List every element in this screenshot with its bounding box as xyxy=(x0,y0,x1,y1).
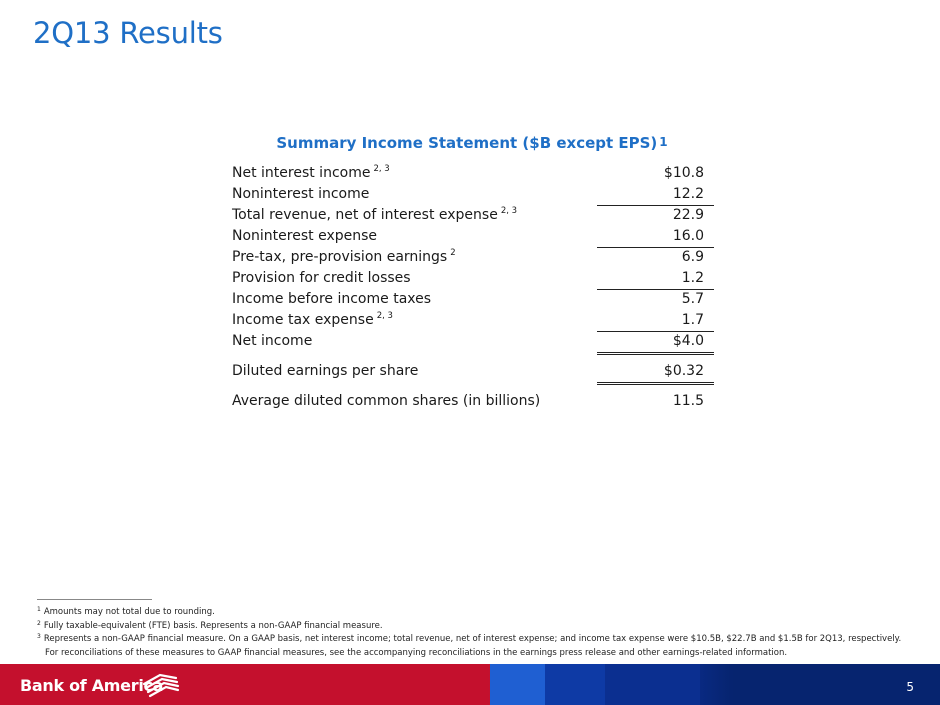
footnotes xyxy=(37,606,917,659)
page-title: 2Q13 Results xyxy=(33,16,223,50)
table-row xyxy=(232,184,714,205)
table-row xyxy=(232,247,714,268)
row-label: Average diluted common shares (in billions) xyxy=(232,393,541,409)
table-row xyxy=(232,205,714,226)
row-value: $4.0 xyxy=(597,331,714,355)
table-title-footnote-ref: 1 xyxy=(659,135,668,149)
row-value: 11.5 xyxy=(672,393,704,409)
bank-logo-text: Bank of America xyxy=(20,676,164,695)
row-value: 1.7 xyxy=(597,310,714,332)
row-label: Income before income taxes xyxy=(232,291,432,307)
flag-logo-icon xyxy=(140,672,180,698)
row-value: 22.9 xyxy=(672,207,704,223)
footnote-divider xyxy=(37,599,152,600)
table-row xyxy=(232,361,714,382)
row-value: 1.2 xyxy=(597,268,714,290)
row-label: Diluted earnings per share xyxy=(232,363,419,379)
row-value: 12.2 xyxy=(597,184,714,206)
table-title-text: Summary Income Statement ($B except EPS) xyxy=(276,134,658,152)
table-row xyxy=(232,163,714,184)
table-row xyxy=(232,289,714,310)
row-label: Provision for credit losses xyxy=(232,270,411,286)
table-row xyxy=(232,268,714,289)
row-value: 6.9 xyxy=(681,249,704,265)
row-value: $10.8 xyxy=(663,165,704,181)
table-row xyxy=(232,391,714,412)
income-statement-table xyxy=(232,163,714,412)
row-label: Net income xyxy=(232,333,313,349)
row-label: Income tax expense $^{2, 3}$ xyxy=(232,311,393,328)
footnote-ref: 2, 3 xyxy=(376,311,393,321)
row-value: 5.7 xyxy=(681,291,704,307)
table-row xyxy=(232,226,714,247)
footnote: $^3$ Represents a non-GAAP financial measure. On a GAAP basis, net interest income; total revenue, net of interest expense; and income tax expense were $10.5B, $22.7B and $1.5B for 2Q13, respectively. xyxy=(37,633,902,644)
row-label: Total revenue, net of interest expense $^{2, 3}$ xyxy=(232,206,518,223)
page-number: 5 xyxy=(906,680,914,694)
footnote-ref: 2 xyxy=(450,248,456,258)
footnote-ref: 2, 3 xyxy=(500,206,518,216)
row-value: 16.0 xyxy=(597,226,714,248)
table-title xyxy=(232,134,712,152)
row-label: Noninterest expense xyxy=(232,228,378,244)
row-label: Noninterest income xyxy=(232,186,370,202)
footnote: $^2$ Fully taxable-equivalent (FTE) basis. Represents a non-GAAP financial measure. xyxy=(37,619,383,631)
footnote-continuation: For reconciliations of these measures to GAAP financial measures, see the accompanying reconciliations in the earnings press release and other earnings-related information. xyxy=(45,647,788,658)
table-row xyxy=(232,331,714,352)
footnote: $^1$ Amounts may not total due to rounding. xyxy=(37,606,215,617)
row-label: Pre-tax, pre-provision earnings $^2$ xyxy=(232,248,456,265)
table-row xyxy=(232,310,714,331)
footnote-ref: 2, 3 xyxy=(373,164,390,174)
row-label: Net interest income $^{2, 3}$ xyxy=(232,164,390,181)
row-value: $0.32 xyxy=(597,361,714,385)
